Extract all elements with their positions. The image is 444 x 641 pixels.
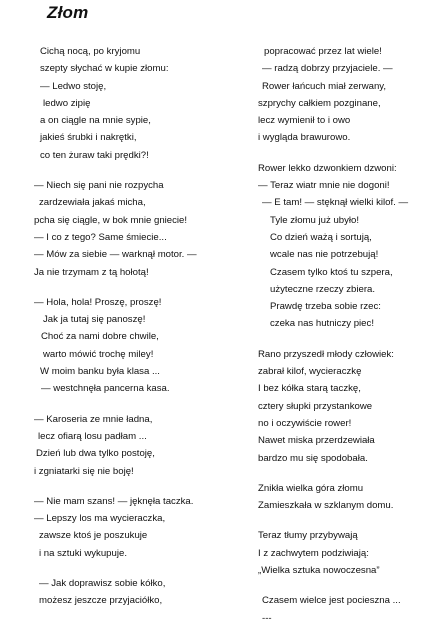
poem-line: Jak ja tutaj się panoszę! xyxy=(43,314,146,326)
poem-stanza xyxy=(258,43,438,147)
poem-line: Cichą nocą, po kryjomu xyxy=(40,46,141,57)
poem-line: Ja nie trzymam z tą hołotą! xyxy=(34,266,149,278)
poem-line: — I co z tego? Same śmiecie... xyxy=(34,231,167,243)
poem-line: wcale nas nie potrzebują! xyxy=(270,249,379,261)
poem-line: Tyle złomu już ubyło! xyxy=(270,214,360,226)
poem-line: — Niech się pani nie rozpycha xyxy=(34,180,164,192)
poem-line: Czasem wielce jest pocieszna ... xyxy=(262,595,401,607)
poem-line: — Karoseria ze mnie ładna, xyxy=(34,413,153,425)
poem-left-column xyxy=(34,43,234,623)
poem-line: i wygląda brawurowo. xyxy=(258,132,351,144)
poem-line: możesz jeszcze przyjaciółko, xyxy=(39,595,163,607)
poem-line: a on ciągle na mnie sypie, xyxy=(40,115,151,127)
poem-line: Teraz tłumy przybywają xyxy=(258,530,358,542)
poem-line: — radzą dobrzy przyjaciele. — xyxy=(262,63,393,75)
poem-line: „Wielka sztuka nowoczesna” xyxy=(258,565,380,577)
poem-stanza xyxy=(34,493,234,562)
poem-line: jakieś śrubki i nakrętki, xyxy=(40,132,137,144)
poem-line: użyteczne rzeczy zbiera. xyxy=(270,283,376,295)
poem-line: co ten żuraw taki prędki?! xyxy=(40,149,149,161)
poem-line: I z zachwytem podziwiają: xyxy=(258,547,369,559)
poem-line: szprychy całkiem pozginane, xyxy=(258,97,381,109)
poem-line: popracować przez lat wiele! xyxy=(264,46,382,57)
poem-stanza xyxy=(258,527,438,579)
poem-line: czeka nas hutniczy piec! xyxy=(270,318,374,330)
poem-line: warto mówić trochę miley! xyxy=(43,348,154,360)
poem-line: cztery słupki przystankowe xyxy=(258,400,373,412)
poem-stanza xyxy=(258,160,438,333)
poem-stanza xyxy=(34,43,234,164)
poem-line: — E tam! — stęknął wielki kilof. — xyxy=(262,197,409,209)
poem-line: Choć za nami dobre chwile, xyxy=(41,331,159,343)
poem-line: pcha się ciągle, w bok mnie gniecie! xyxy=(34,214,188,226)
poem-title: Złom xyxy=(47,3,89,22)
poem-line: Nawet miska przerdzewiała xyxy=(258,435,375,447)
poem-line: — westchnęła pancerna kasa. xyxy=(41,383,170,395)
poem-line: zabrał kilof, wycieraczkę xyxy=(258,366,362,378)
poem-line: ledwo zipię xyxy=(43,97,91,109)
poem-line: szepty słychać w kupie złomu: xyxy=(40,63,169,75)
poem-line: Zamieszkała w szklanym domu. xyxy=(258,500,394,512)
poem-right-column xyxy=(258,43,438,640)
poem-line: Rower lekko dzwonkiem dzwoni: xyxy=(258,162,397,174)
poem-stanza xyxy=(34,177,234,281)
poem-stanza xyxy=(258,346,438,467)
poem-line: W moim banku była klasa ... xyxy=(40,366,160,378)
poem-line: — Teraz wiatr mnie nie dogoni! xyxy=(258,180,390,192)
poem-line: — Hola, hola! Proszę, proszę! xyxy=(34,296,162,308)
poem-line: Dzień lub dwa tylko postoję, xyxy=(36,448,155,460)
poem-line: — Nie mam szans! — jęknęła taczka. xyxy=(34,495,194,507)
poem-line: zawsze ktoś je poszukuje xyxy=(39,530,148,542)
poem-line: lecz wymienił to i owo xyxy=(258,115,351,127)
poem-stanza xyxy=(258,592,438,627)
poem-line: — Jak doprawisz sobie kółko, xyxy=(39,578,166,590)
poem-stanza xyxy=(34,294,234,398)
poem-line: Co dzień ważą i sortują, xyxy=(270,231,372,243)
poem-line: i na sztuki wykupuje. xyxy=(39,547,127,559)
poem-line: — Ledwo stoję, xyxy=(40,80,107,92)
poem-line: Prawdę trzeba sobie rzec: xyxy=(270,301,381,313)
poem-stanza xyxy=(34,575,234,610)
poem-stanza xyxy=(34,411,234,480)
poem-line: --- xyxy=(262,612,272,624)
poem-line: i zgniatarki się nie boję! xyxy=(34,465,134,477)
poem-line: lecz ofiarą losu padłam ... xyxy=(38,430,147,442)
poem-stanza xyxy=(258,480,438,515)
poem-line: Znikła wielka góra złomu xyxy=(258,482,364,494)
poem-line: — Lepszy los ma wycieraczka, xyxy=(34,513,166,525)
poem-line: I bez kółka starą taczkę, xyxy=(258,383,361,395)
poem-line: bardzo mu się spodobała. xyxy=(258,452,368,464)
poem-line: zardzewiała jakaś micha, xyxy=(39,197,146,209)
poem-line: Czasem tylko ktoś tu szpera, xyxy=(270,266,393,278)
poem-line: no i oczywiście rower! xyxy=(258,417,352,429)
poem-line: Rano przyszedł młody człowiek: xyxy=(258,348,394,360)
poem-line: — Mów za siebie — warknął motor. — xyxy=(34,249,197,261)
poem-line: Rower łańcuch miał zerwany, xyxy=(262,80,387,92)
